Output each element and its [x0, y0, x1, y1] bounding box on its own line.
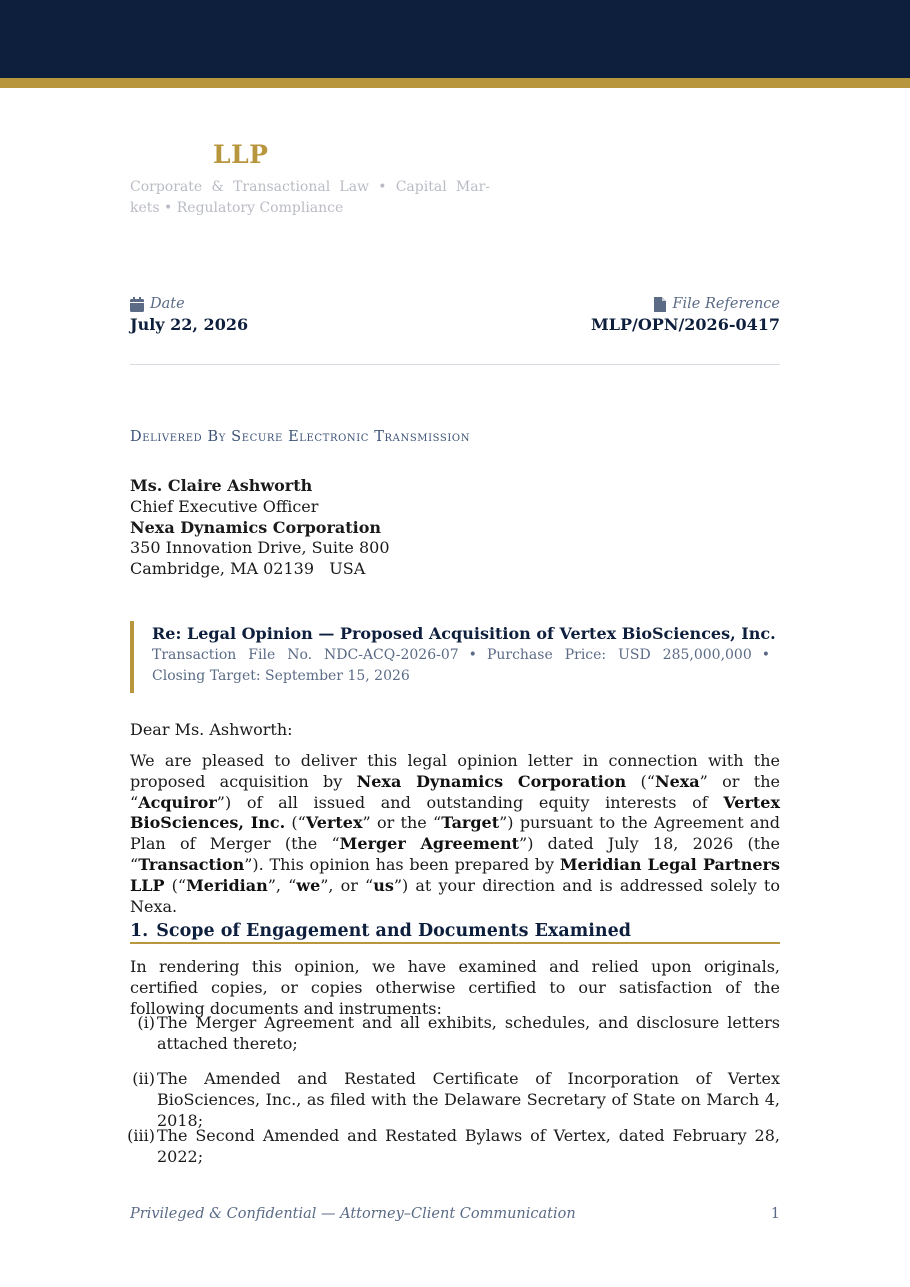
recipient-city-line [130, 559, 390, 580]
salutation: Dear Ms. Ashworth: [130, 720, 293, 739]
file-icon [654, 297, 666, 312]
purchase-price: Purchase Price: USD 285,000,000 [486, 647, 752, 663]
list-marker: (i) [137, 1013, 155, 1032]
section-title: Scope of Engagement and Documents Examined [156, 921, 631, 941]
firm-tagline: Corporate & Transactional Law • Capital Mar- kets • Regulatory Compliance [130, 179, 490, 216]
date-value: July 22, 2026 [130, 315, 249, 334]
recipient-city: Cambridge, MA 02139 [130, 559, 315, 579]
recipient-address [130, 476, 390, 580]
subject-details [152, 645, 780, 687]
divider [130, 364, 780, 365]
calendar-icon [130, 297, 144, 312]
file-reference-label: File Reference [672, 296, 780, 312]
header-band [0, 0, 910, 78]
list-item [127, 1126, 780, 1168]
list-marker: (iii) [127, 1126, 155, 1145]
header-accent-stripe [0, 78, 910, 88]
closing-target: Closing Target: September 15, 2026 [152, 668, 410, 684]
separator-dot: • [468, 647, 477, 663]
section-body: In rendering this opinion, we have examined and relied upon originals, certified copies, or copies otherwise certified to our satisfaction of the following documents and instruments: [130, 957, 780, 1018]
list-marker: (ii) [132, 1069, 155, 1088]
separator-dot: • [761, 647, 771, 663]
date-label: Date [150, 296, 185, 312]
confidentiality-notice: Privileged & Confidential — Attorney–Client Communication [130, 1206, 576, 1222]
subject-title: Re: Legal Opinion — Proposed Acquisition of Vertex BioSciences, Inc. [152, 624, 776, 643]
subject-block [130, 621, 780, 693]
recipient-street: 350 Innovation Drive, Suite 800 [130, 538, 390, 558]
transaction-file-number: Transaction File No. NDC-ACQ-2026-07 [152, 647, 459, 663]
page-number: 1 [770, 1206, 780, 1222]
recipient-company: Nexa Dynamics Corporation [130, 517, 382, 537]
file-reference-label-group [654, 296, 780, 312]
recipient-name: Ms. Claire Ashworth [130, 476, 313, 495]
list-item-text: The Amended and Restated Certificate of Incorporation of Vertex BioSciences, Inc., as filed with the Delaware Secretary of State on March 4, 2018; [157, 1069, 780, 1130]
recipient-title: Chief Executive Officer [130, 496, 319, 516]
file-reference-value: MLP/OPN/2026-0417 [591, 315, 780, 334]
section-number: 1. [130, 921, 149, 941]
list-item [130, 1013, 780, 1055]
list-item-text: The Second Amended and Restated Bylaws of Vertex, dated February 28, 2022; [157, 1126, 780, 1166]
list-item [130, 1069, 780, 1131]
recipient-country: USA [329, 559, 366, 579]
delivery-method: Delivered By Secure Electronic Transmission [130, 429, 471, 445]
section-heading [130, 921, 780, 944]
date-label-group [130, 296, 185, 312]
intro-paragraph: We are pleased to deliver this legal opinion letter in connection with the proposed acquisition by Nexa Dynamics Corporation (“Nexa” or the “Acquiror”) of all issued and outstanding equity interests of Vertex BioSciences, Inc. (“Vertex” or the “Target”) pursuant to the Agreement and Plan of Merger (the “Merger Agreement”) dated July 18, 2026 (the “Transaction”). This opinion has been prepared by Meridian Legal Partners LLP (“Meridian”, “we”, or “us”) at your direction and is addressed solely to Nexa. [130, 751, 780, 916]
list-item-text: The Merger Agreement and all exhibits, schedules, and disclosure letters attached thereto; [157, 1013, 780, 1053]
firm-name: LLP [213, 140, 269, 169]
